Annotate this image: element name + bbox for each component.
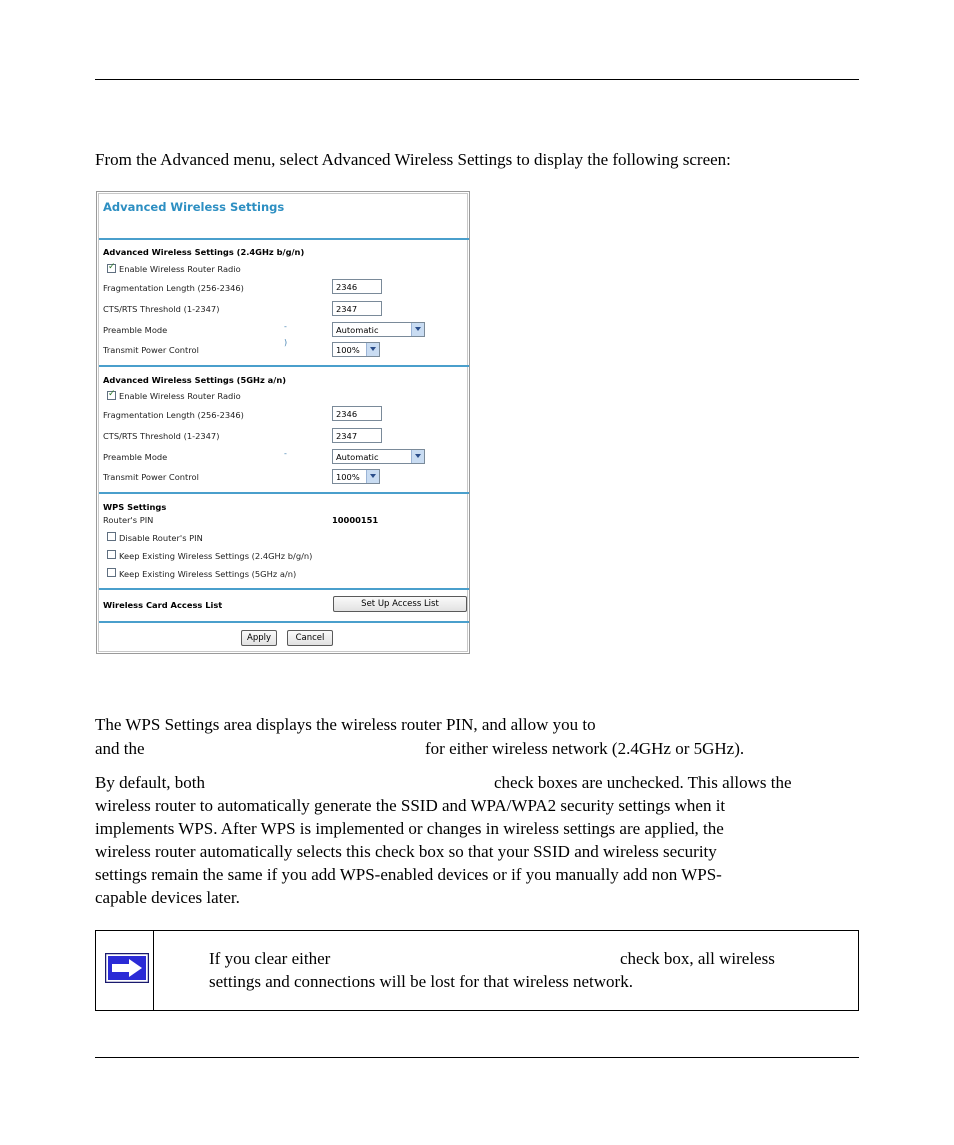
wps-para-line2a: and the [95, 739, 145, 758]
wps-para-line1: The WPS Settings area displays the wireless router PIN, and allow you to [95, 715, 596, 734]
arrow-right-icon [105, 953, 149, 983]
preamble-24-label: Preamble Mode [103, 325, 168, 335]
chevron-down-icon [366, 343, 379, 356]
chevron-down-icon [411, 323, 424, 336]
cts-24-input[interactable]: 2347 [332, 301, 382, 316]
section-divider [99, 588, 469, 590]
default-para-line3: implements WPS. After WPS is implemented or changes in wireless settings are applied, the [95, 819, 724, 838]
router-pin-value: 10000151 [332, 515, 379, 525]
enable-radio-24-checkbox[interactable] [107, 264, 116, 273]
frag-24-input[interactable]: 2346 [332, 279, 382, 294]
frag-5-label: Fragmentation Length (256-2346) [103, 410, 244, 420]
wps-para-line2b: for either wireless network (2.4GHz or 5GHz). [425, 739, 745, 758]
note-box [95, 930, 859, 1011]
power-24-label: Transmit Power Control [103, 345, 199, 355]
preamble-5-label: Preamble Mode [103, 452, 168, 462]
note-line2: settings and connections will be lost for that wireless network. [209, 972, 633, 991]
chevron-down-icon [411, 450, 424, 463]
section-divider [99, 492, 469, 494]
screen-title: Advanced Wireless Settings [103, 200, 285, 214]
keep-settings-24-checkbox[interactable] [107, 550, 116, 559]
default-para-line4: wireless router automatically selects this check box so that your SSID and wireless security [95, 842, 717, 861]
intro-text: From the Advanced menu, select Advanced Wireless Settings to display the following screen: [95, 150, 731, 169]
keep-settings-5-label: Keep Existing Wireless Settings (5GHz a/n) [119, 569, 297, 579]
cancel-button[interactable]: Cancel [287, 630, 333, 646]
disable-pin-label: Disable Router's PIN [119, 533, 203, 543]
section-divider [99, 238, 469, 240]
disable-pin-checkbox[interactable] [107, 532, 116, 541]
chevron-down-icon [366, 470, 379, 483]
default-para-line6: capable devices later. [95, 888, 240, 907]
power-5-label: Transmit Power Control [103, 472, 199, 482]
section-divider [99, 365, 469, 367]
cts-5-label: CTS/RTS Threshold (1-2347) [103, 431, 220, 441]
enable-radio-24-label: Enable Wireless Router Radio [119, 264, 241, 274]
access-list-label: Wireless Card Access List [103, 600, 223, 610]
power-24-select[interactable]: 100% [332, 342, 380, 357]
cts-5-input[interactable]: 2347 [332, 428, 382, 443]
default-para-line2: wireless router to automatically generate the SSID and WPA/WPA2 security settings when it [95, 796, 726, 815]
preamble-5-select[interactable]: Automatic [332, 449, 425, 464]
section-divider [99, 621, 469, 623]
advanced-wireless-settings-screenshot: Advanced Wireless Settings Advanced Wireless Settings (2.4GHz b/g/n) ✓ Enable Wireless Router Radio Fragmentation Length (256-2346) 2346 CTS/RTS Threshold (1-2347) 2347 Preamble Mode - Automatic ) Transmit Power Control 100% Advanced Wireless Settings (5GHz a/n) ✓ Enable Wireless Router Radio Fragmentation Length (256-2346) 2346 CTS/RTS Threshold (1-2347) 2347 Preamble Mode - Automatic Transmit Power Control 100% WPS Settings Router's PIN 10000151 Disable Router's PIN Keep Existing Wireless Settings (2.4GHz b/g/n) Keep Existing Wireless Settings (5GHz a/n) Wireless Card Access List Set Up Access List Apply Cancel [96, 191, 470, 654]
footer-rule [95, 1057, 859, 1058]
set-up-access-list-button[interactable]: Set Up Access List [333, 596, 467, 612]
default-para-line5: settings remain the same if you add WPS-enabled devices or if you manually add non WPS- [95, 865, 722, 884]
power-5-select[interactable]: 100% [332, 469, 380, 484]
preamble-24-select[interactable]: Automatic [332, 322, 425, 337]
frag-24-label: Fragmentation Length (256-2346) [103, 283, 244, 293]
note-line1a: If you clear either [209, 949, 331, 968]
keep-settings-24-label: Keep Existing Wireless Settings (2.4GHz b/g/n) [119, 551, 313, 561]
apply-button[interactable]: Apply [241, 630, 277, 646]
cts-24-label: CTS/RTS Threshold (1-2347) [103, 304, 220, 314]
section-24-heading: Advanced Wireless Settings (2.4GHz b/g/n) [103, 247, 305, 257]
frag-5-input[interactable]: 2346 [332, 406, 382, 421]
enable-radio-5-label: Enable Wireless Router Radio [119, 391, 241, 401]
router-pin-label: Router's PIN [103, 515, 154, 525]
header-rule [95, 79, 859, 80]
keep-settings-5-checkbox[interactable] [107, 568, 116, 577]
note-line1b: check box, all wireless [620, 949, 775, 968]
wps-heading: WPS Settings [103, 502, 167, 512]
enable-radio-5-checkbox[interactable] [107, 391, 116, 400]
section-5-heading: Advanced Wireless Settings (5GHz a/n) [103, 375, 287, 385]
default-para-line1a: By default, both [95, 773, 206, 792]
default-para-line1b: check boxes are unchecked. This allows the [494, 773, 792, 792]
